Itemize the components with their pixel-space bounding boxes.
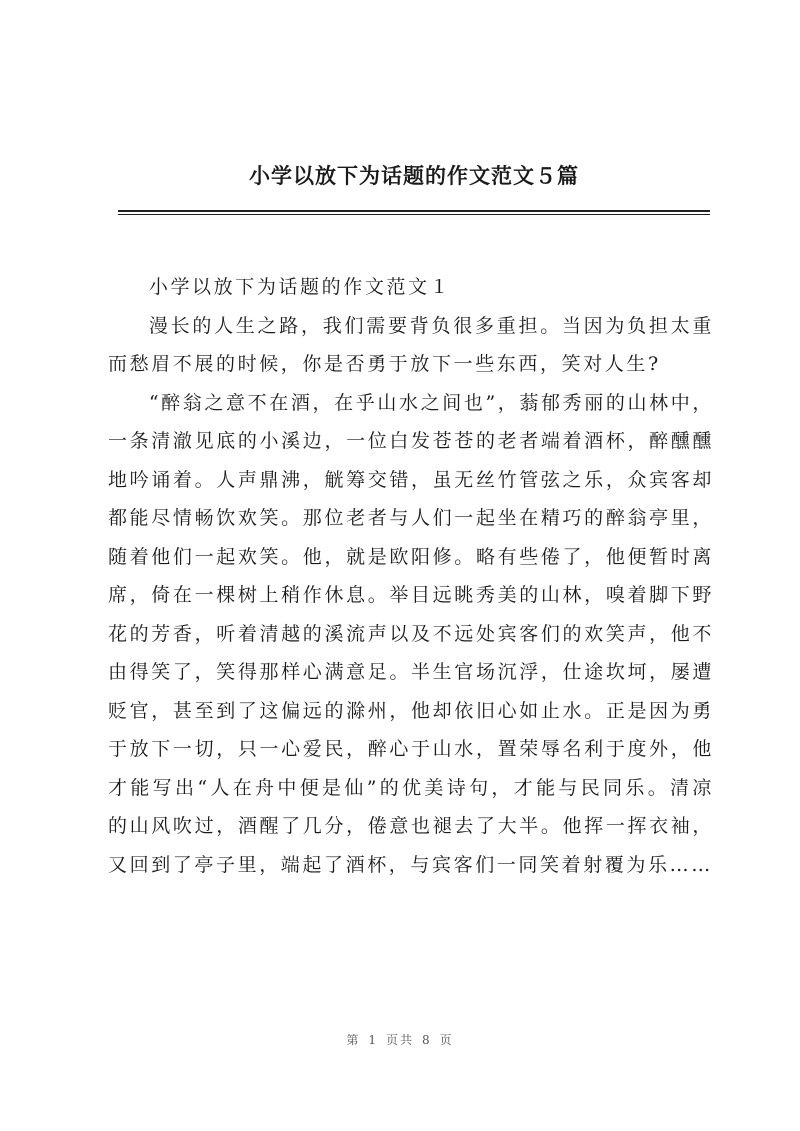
- title-divider: [118, 210, 710, 215]
- footer-prefix: 第: [346, 1033, 361, 1047]
- footer-suffix: 页: [439, 1033, 454, 1047]
- page-footer: [0, 1031, 800, 1048]
- document-body: [108, 268, 714, 884]
- footer-total-pages: 8: [422, 1033, 432, 1047]
- paragraph-2: “醉翁之意不在酒，在乎山水之间也”，蓊郁秀丽的山林中，一条清澈见底的小溪边，一位白发苍苍的老者端着酒杯，醉醺醺地吟诵着。人声鼎沸，觥筹交错，虽无丝竹管弦之乐，众宾客却都能尽情畅饮欢笑。那位老者与人们一起坐在精巧的醉翁亭里，随着他们一起欢笑。他，就是欧阳修。略有些倦了，他便暂时离席，倚在一棵树上稍作休息。举目远眺秀美的山林，嗅着脚下野花的芳香，听着清越的溪流声以及不远处宾客们的欢笑声，他不由得笑了，笑得那样心满意足。半生官场沉浮，仕途坎坷，屡遭贬官，甚至到了这偏远的滁州，他却依旧心如止水。正是因为勇于放下一切，只一心爱民，醉心于山水，置荣辱名利于度外，他才能写出“人在舟中便是仙”的优美诗句，才能与民同乐。清凉的山风吹过，酒醒了几分，倦意也褪去了大半。他挥一挥衣袖，又回到了亭子里，端起了酒杯，与宾客们一同笑着射覆为乐……: [108, 391, 714, 876]
- footer-middle: 页共: [385, 1033, 414, 1047]
- section-heading: 小学以放下为话题的作文范文１: [148, 276, 452, 298]
- footer-page-number: 1: [368, 1033, 378, 1047]
- paragraph-1: 漫长的人生之路，我们需要背负很多重担。当因为负担太重而愁眉不展的时候，你是否勇于放下一些东西，笑对人生?: [108, 314, 714, 375]
- document-title: 小学以放下为话题的作文范文５篇: [249, 163, 579, 188]
